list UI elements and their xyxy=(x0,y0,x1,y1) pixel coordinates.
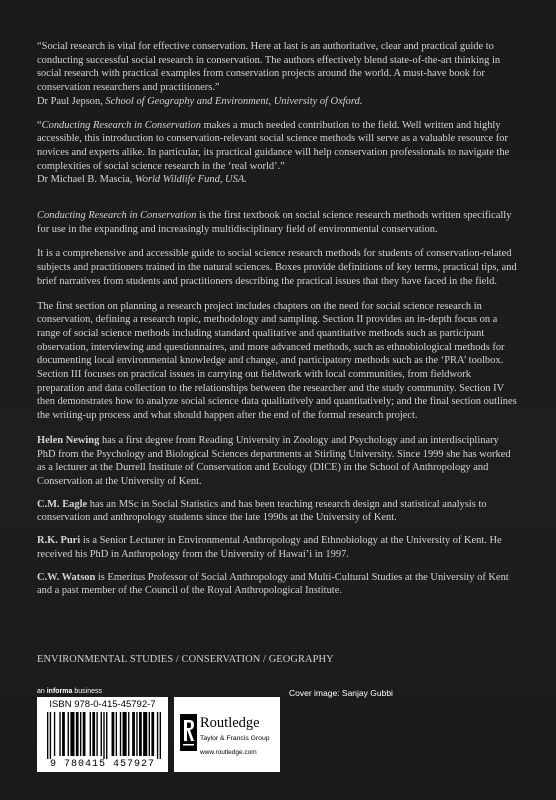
barcode-bar xyxy=(83,712,86,756)
description-paragraph-3: The first section on planning a research project includes chapters on the need for social science research in conservation, defining a research topic, methodology and sampling. Section II provides an in-depth focus on a range of social science methods including standard qualitative and quantitative methods such as participant observation, interviewing and questionnaires, and more advanced methods, such as ethnobiological methods for documenting local environmental knowledge and change, and participatory methods such as the ‘PRA’ toolbox. Section III focuses on practical issues in carrying out fieldwork with local communities, from fieldwork preparation and data collection to the relationships between the researcher and the study community. Section IV then demonstrates how to analyze social science data qualitatively and quantitatively; and the final section outlines the writing-up process and what should happen after the end of the formal research project. xyxy=(37,300,517,422)
author-bio-newing xyxy=(37,434,519,489)
quote-2-affiliation: World Wildlife Fund, USA. xyxy=(134,174,247,186)
barcode-bar xyxy=(62,712,65,756)
publisher-url: www.routledge.com xyxy=(200,749,257,756)
cover-image-credit: Cover image: Sanjay Gubbi xyxy=(289,688,393,698)
text-column xyxy=(37,40,519,607)
barcode-bar xyxy=(136,712,137,756)
quote-2-book-title: Conducting Research in Conservation xyxy=(41,119,201,131)
quote-1-affiliation: School of Geography and Environment, University of Oxford. xyxy=(105,95,363,107)
publisher-group: Taylor & Francis Group xyxy=(200,735,270,742)
barcode-bar xyxy=(80,712,81,756)
author-bio-text: is a Senior Lecturer in Environmental Anthropology and Ethnobiology at the University of Kent. He received his PhD in Anthropology from the University of Hawai’i in 1997. xyxy=(37,535,502,560)
informa-business-tag xyxy=(37,688,102,695)
barcode-bar xyxy=(157,712,158,759)
barcode-icon xyxy=(47,712,161,759)
barcode-bar xyxy=(160,712,161,759)
endorsement-quote-1 xyxy=(37,40,519,109)
barcode-bar xyxy=(106,712,107,759)
informa-brand: informa xyxy=(46,688,73,695)
description-p1-text: is the first textbook on social science research methods written specifically for use in the expanding and increasingly multidisciplinary field of environmental conservation. xyxy=(37,210,512,235)
barcode-bar xyxy=(47,712,48,759)
quote-1-text: “Social research is vital for effective conservation. Here at last is an authoritative, clear and practical guide to conducting successful social research in conservation. The authors effectively blend state-of-the-art thinking in social research with practical examples from conservation projects around the world. A must-have book for conservation researchers and practitioners.” xyxy=(37,41,501,94)
barcode-bar xyxy=(116,712,117,756)
barcode-bar xyxy=(123,712,127,756)
barcode-bar xyxy=(101,712,102,756)
author-name: Helen Newing xyxy=(37,434,100,446)
barcode-bar xyxy=(143,712,147,756)
quote-2-author: Dr Michael B. Mascia, xyxy=(37,174,133,186)
barcode-bar xyxy=(76,712,79,756)
barcode-bar xyxy=(128,712,129,756)
barcode-bar xyxy=(54,712,55,756)
quote-1-author: Dr Paul Jepson, xyxy=(37,95,103,107)
description-paragraph-2: It is a comprehensive and accessible guide to social science research methods for students of conservation-related subjects and practitioners trained in the natural sciences. Boxes provide definitions of key terms, practical tips, and brief narratives from students and practitioners describing the practical issues that they have faced in the field. xyxy=(37,248,517,287)
author-bio-text: is Emeritus Professor of Social Anthropology and Multi-Cultural Studies at the University of Kent and a past member of the Council of the Royal Anthropological Institute. xyxy=(37,571,509,597)
barcode-bar xyxy=(90,712,91,756)
barcode-bar xyxy=(103,712,104,759)
routledge-logo-icon xyxy=(180,714,197,751)
author-bio-watson xyxy=(37,571,519,598)
barcode-bar xyxy=(96,712,97,756)
barcode-bar xyxy=(92,712,95,756)
barcode-bar xyxy=(151,712,154,756)
description-paragraph-1 xyxy=(37,209,519,236)
barcode-bar xyxy=(59,712,60,756)
author-bio-text: has a first degree from Reading University in Zoology and Psychology and an interdisciplinary PhD from the Psychology and Biological Sciences departments at Stirling University. Since 1999 she has worked as a lecturer at the Durrell Institute of Conservation and Ecology (DICE) in the School of Anthropology and Conservation at the University of Kent. xyxy=(37,434,511,487)
subject-category: ENVIRONMENTAL STUDIES / CONSERVATION / GEOGRAPHY xyxy=(37,654,334,665)
author-name: C.W. Watson xyxy=(37,571,96,583)
informa-prefix: an xyxy=(37,688,47,695)
barcode-bar xyxy=(68,712,69,756)
author-name: C.M. Eagle xyxy=(37,498,88,510)
author-bio-puri xyxy=(37,534,519,561)
barcode-bar xyxy=(139,712,142,756)
description-book-title: Conducting Research in Conservation xyxy=(37,210,197,222)
barcode-bar xyxy=(149,712,150,756)
author-bio-text: has an MSc in Social Statistics and has been teaching research design and statistical analysis to conservation and anthropology students since the late 1990s at the University of Kent. xyxy=(37,498,487,524)
author-bio-eagle xyxy=(37,498,519,525)
barcode-bar xyxy=(50,712,51,759)
barcode-number: 9 780415 457927 xyxy=(49,759,155,770)
barcode-bar xyxy=(132,712,135,756)
isbn-barcode-panel xyxy=(37,697,168,772)
publisher-panel xyxy=(174,697,280,772)
isbn-label: ISBN 978-0-415-45792-7 xyxy=(49,699,156,710)
barcode-bar xyxy=(70,712,74,756)
author-name: R.K. Puri xyxy=(37,535,81,547)
quote-2-text: makes a much needed contribution to the field. Well written and highly accessible, this introduction to conservation-relevant social science methods will serve as a valuable resource for novices and experts alike. In particular, its practical guidance will help conservation professionals to navigate the complexities of social science research in the ‘real world’.” xyxy=(37,119,510,172)
barcode-bar xyxy=(112,712,115,756)
quote-2-open-quote: “ xyxy=(37,119,42,131)
barcode-bar xyxy=(120,712,121,756)
endorsement-quote-2 xyxy=(37,119,519,188)
informa-suffix: business xyxy=(72,688,102,695)
publisher-name: Routledge xyxy=(200,715,260,731)
